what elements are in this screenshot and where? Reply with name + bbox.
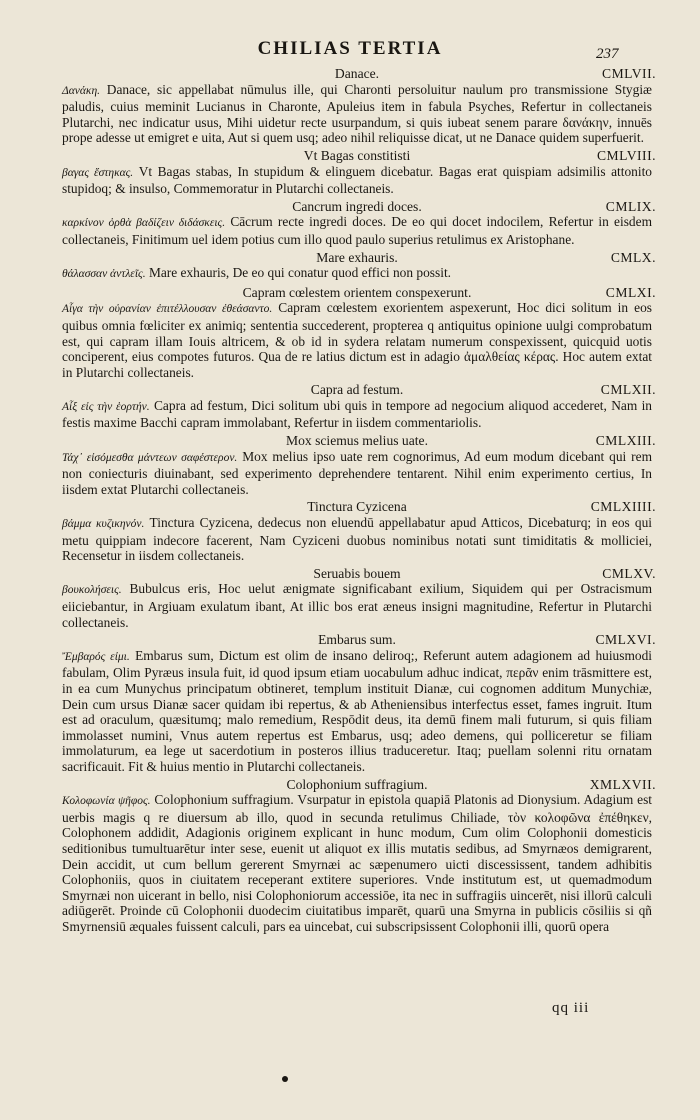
adage-number: CMLIX. (605, 198, 656, 214)
latin-text: Tinctura Cyzicena, dedecus non eluendū appellabatur apud Atticos, Dicebaturq; in eos qui metu quippiam indecore facerent, Nam Cyziceni duobus nominibus notati sunt timiditatis & molliciei, Recensetur in iisdem collectaneis. (62, 515, 652, 564)
adage-entry (62, 249, 656, 283)
greek-lemma: Τάχ᾽ εἰσόμεσθα μάντεων σαφέστερον. (62, 451, 238, 464)
adage-title: Colophonium suffragium. (286, 776, 428, 792)
page-number: 237 (596, 46, 619, 62)
adage-body (62, 792, 652, 934)
adage-heading (62, 565, 656, 582)
adage-heading (62, 382, 656, 398)
adage-body (62, 214, 652, 247)
adage-entry (62, 382, 656, 431)
adage-body (62, 398, 652, 431)
adage-heading (62, 776, 656, 793)
adage-entry (62, 632, 656, 774)
adage-heading (62, 147, 656, 164)
greek-lemma: Δανάκη. (62, 84, 101, 97)
adage-entry (62, 565, 656, 630)
greek-lemma: καρκίνον ὀρθὰ βαδίζειν διδάσκεις. (62, 217, 226, 230)
ink-dot (282, 1076, 288, 1082)
latin-text: Cācrum recte ingredi doces. De eo qui docet indocilem, Refertur in eisdem collectaneis, Finitimum uel idem potius cum illo quod paulo superius retulimus ex Aristophane. (62, 214, 652, 247)
greek-lemma: Ἔμβαρός εἰμι. (62, 650, 130, 663)
greek-lemma: Αἶγα τὴν οὐρανίαν ἐπιτέλλουσαν ἐθεάσαντο. (62, 303, 273, 316)
adage-title: Cancrum ingredi doces. (292, 198, 422, 214)
adage-body (62, 265, 652, 283)
adage-number: CMLVII. (602, 66, 656, 81)
latin-text: Mare exhauris, De eo qui conatur quod effici non possit. (148, 265, 452, 281)
adage-entry (62, 66, 656, 146)
adage-title: Seruabis bouem (313, 565, 401, 581)
adage-title: Embarus sum. (318, 632, 396, 648)
adage-entry (62, 499, 656, 564)
adage-title: Mox sciemus melius uate. (286, 433, 428, 449)
adage-heading (62, 66, 656, 82)
adage-heading (62, 499, 656, 515)
latin-text: Vt Bagas stabas, In stupidum & elinguem dicebatur. Bagas erat quispiam adsimilis attonito stupidoq; & insulso, Commemoratur in Plutarchi collectaneis. (62, 163, 652, 197)
adage-body (62, 82, 652, 146)
adage-number: CMLXVI. (595, 632, 656, 648)
adage-title: Capram cœlestem orientem conspexerunt. (242, 284, 472, 300)
adage-entry (62, 147, 656, 197)
greek-lemma: βουκολήσεις. (62, 584, 122, 597)
greek-lemma: Αἶξ εἰς τὴν ἑορτήν. (62, 400, 150, 413)
greek-lemma: θάλασσαν ἀντλεῖς. (62, 268, 146, 281)
greek-lemma: βαγας ἔστηκας. (62, 166, 134, 179)
adage-entry (62, 198, 656, 248)
latin-text: Mox melius ipso uate rem cognorimus, Ad eum modum dicebant qui rem non coniecturis diuinabant, sed experimento deprehendere tentarent. Nihil enim experimento certius, In iisdem extat Plutarchi collectaneis. (62, 448, 652, 497)
adage-number: CMLXV. (602, 565, 656, 581)
adage-number: CMLXIIII. (590, 499, 656, 515)
latin-text: Colophonium suffragium. Vsurpatur in epistola quapiā Platonis ad Dionysium. Adagium est uerbis magis q re diuersum ab illo, quod in secunda retulimus Chiliade, τὸν κολοφῶνα ἐπέθηκεν, Colophonem addidit, Adagionis originem explicant in hunc modum, Cum olim Colophonii domesticis seditionibus tumultuarētur inter sese, euenit ut aliquot ex illis mutatis sedibus, ad Smyrnæos demigrarent, Dein accidit, ut cum bellum gererent Smyrnæi ac sæpenumero uicti discessissent, tandem adhibitis Colophoniis, quos in ciuitatem receperant extitere superiores. Vnde institutum est, ut quemadmodum Smyrnæi non uicerant in bello, nisi Colophoniorum accessiōe, ita nec in suffragiis uincerēt, nisi illorū calculi adiūgerēt. Proinde cū Colophonii duodecim ciuitatibus imparēt, quarū una Smyrna in publicis cōsiliis si qñ Smyrnensiū æquales fuissent calculi, pars ea uincebat, cui subscripsissent Colophonii illi, quorū opera (62, 792, 652, 934)
adage-title: Mare exhauris. (316, 249, 398, 265)
adage-title: Danace. (334, 66, 380, 81)
adage-body (62, 515, 652, 564)
adage-body (62, 449, 652, 498)
latin-text: Danace, sic appellabat nūmulus ille, qui Charonti persoluitur naulum pro transmissione Stygiæ paludis, cuius meminit Lucianus in Charonte, Apuleius item in fabula Psyches, Refertur in collectaneis Plutarchi, nec indicatur usus, Mihi uidetur recte usurpandum, si quis iubeat senem parare δανάκην, innuēs prope adesse ut emigret e uita, Aut si quem usq; adeo nihil reliquisse dicat, ut ne Danace quidem superfuerit. (62, 81, 652, 146)
adage-number: CMLXI. (605, 284, 656, 300)
adage-entry (62, 776, 656, 935)
adages-list (62, 66, 656, 936)
latin-text: Capra ad festum, Dici solitum ubi quis in tempore ad negocium aliquod accederet, Nam in festis maxime Bacchi capram immolabant, Refertur in iisdem commentariolis. (62, 397, 652, 431)
adage-heading (62, 198, 656, 215)
signature-mark: qq iii (552, 1000, 590, 1016)
greek-lemma: βάμμα κυζικηνόν. (62, 518, 145, 531)
adage-number: CMLX. (610, 249, 656, 265)
adage-body (62, 164, 652, 197)
greek-lemma: Κολοφωνία ψῆφος. (62, 795, 151, 808)
adage-body (62, 648, 652, 775)
adage-number: CMLVIII. (596, 147, 656, 163)
adage-entry (62, 284, 656, 381)
adage-body (62, 581, 652, 630)
latin-text: Embarus sum, Dictum est olim de insano deliroq;, Referunt autem adagionem ad huiusmodi fabulam, Olim Pyræus insula fuit, id quod ipsum etiam uocabulum adhuc indicat, περᾶν enim trāsmittere est, in ea cum Munychus principatum obtineret, templum instituit Dianæ, cui cognomen additum Munychiæ, Dein cum ursus Dianæ sacer quidam ibi repertus, & ab Atheniensibus interfectus esset, fames ingruit. Itum est ad oraculum, quæsitumq; malo remedium, Respōdit deus, ita demū finem mali futurum, si quis filiam immolasset numini, Vnus autem repertus est Embarus, usq; adeo demens, qui polliceretur se filiam immolaturum, ea lege ut sacerdotium in posteros illius traduceretur. Itaq; puellam solenni ritu ornatam sacrificauit. Fit & huius mentio in Plutarchi collectaneis. (62, 647, 652, 774)
adage-number: CMLXII. (600, 382, 656, 398)
adage-title: Capra ad festum. (310, 382, 404, 398)
adage-entry (62, 433, 656, 497)
latin-text: Capram cœlestem exorientem aspexerunt, Hoc dici solitum in eos quibus omnia fœliciter ex animiq; sententia succederent, propterea q antiquitus opinione uulgi comprobatum est, qui capram illam Iouis altricem, & ob id in sydera relatam numerum conspexissent, quicquid uotis conciperent, eius compotes futuros. Qua de re latius dictum est in adagio ἀμαλθείας κέρας. Hoc autem extat in Plutarchi collectaneis. (62, 300, 652, 380)
adage-body (62, 300, 652, 380)
adage-title: Tinctura Cyzicena (307, 499, 407, 515)
adage-heading (62, 632, 656, 648)
adage-heading (62, 433, 656, 449)
adage-number: XMLXVII. (589, 776, 656, 792)
adage-number: CMLXIII. (595, 433, 656, 449)
latin-text: Bubulcus eris, Hoc uelut ænigmate significabant exilium, Siquidem qui per Ostracismum eiiciebantur, in Argiuam exulatum ibant, At illic bos erat æneus insigni magnitudine, Refertur in Plutarchi collectaneis. (62, 581, 652, 630)
adage-heading (62, 249, 656, 266)
running-head: CHILIAS TERTIA (257, 38, 443, 59)
adage-title: Vt Bagas constitisti (303, 147, 411, 163)
adage-heading (62, 284, 656, 301)
